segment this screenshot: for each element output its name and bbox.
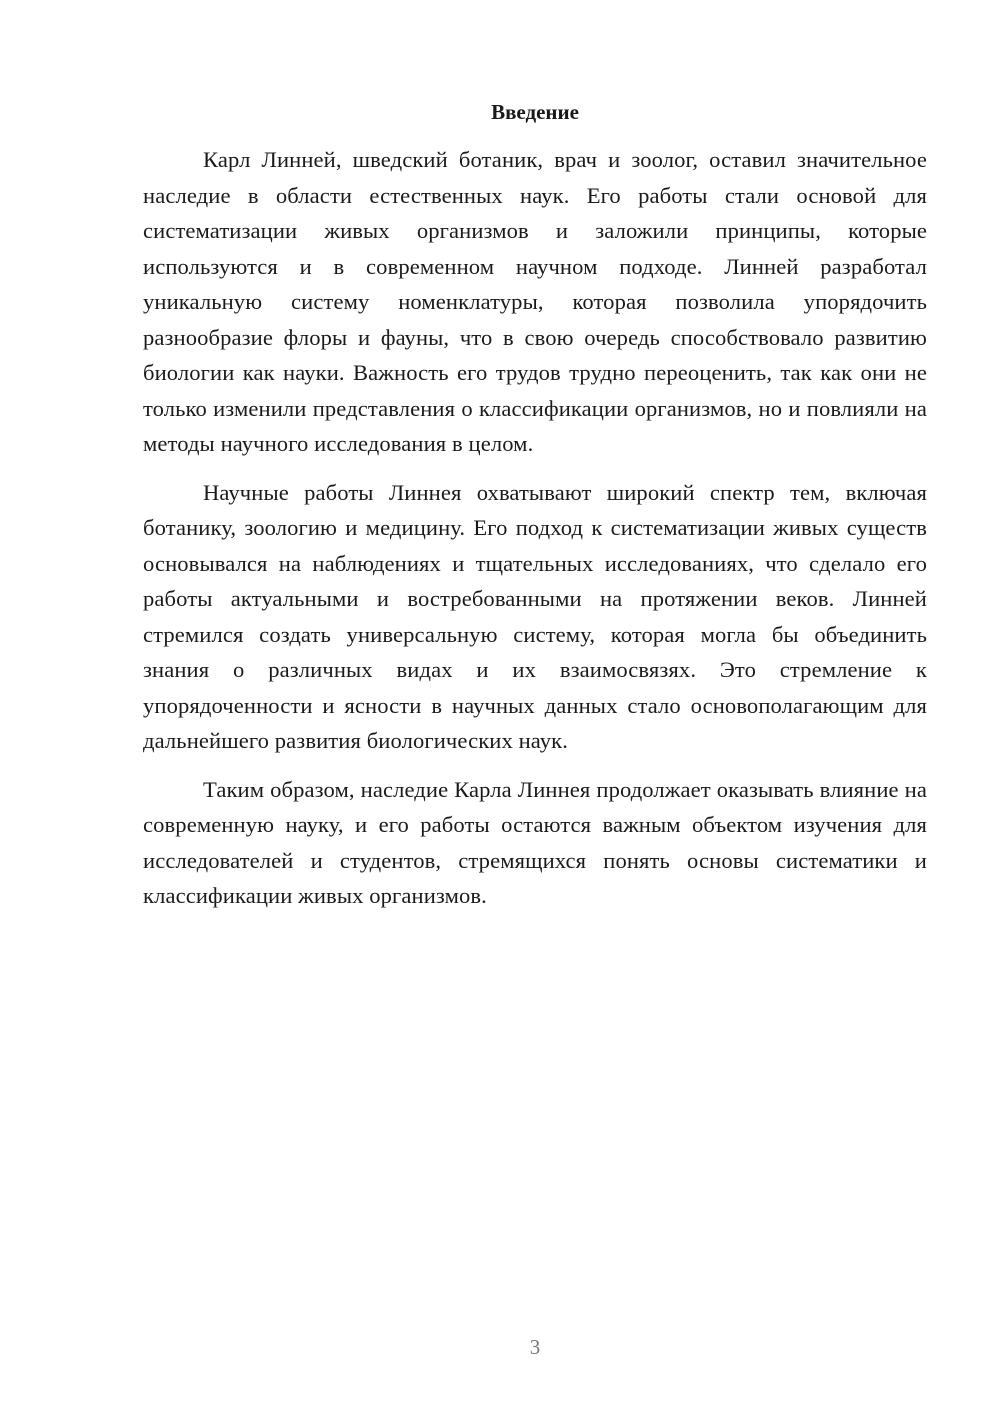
- section-title: Введение: [491, 100, 579, 124]
- paragraph-1: Карл Линней, шведский ботаник, врач и зоолог, оставил значительное наследие в области естественных наук. Его работы стали основой для систематизации живых организмов и заложили принципы, которые используются и в современном научном подходе. Линней разработал уникальную систему номенклатуры, которая позволила упорядочить разнообразие флоры и фауны, что в свою очередь способствовало развитию биологии как науки. Важность его трудов трудно переоценить, так как они не только изменили представления о классификации организмов, но и повлияли на методы научного исследования в целом.: [143, 147, 927, 456]
- paragraph-3: Таким образом, наследие Карла Линнея продолжает оказывать влияние на современную науку, и его работы остаются важным объектом изучения для исследователей и студентов, стремящихся понять основы систематики и классификации живых организмов.: [143, 776, 927, 908]
- paragraph-2: Научные работы Линнея охватывают широкий спектр тем, включая ботанику, зоологию и медицину. Его подход к систематизации живых существ основывался на наблюдениях и тщательных исследованиях, что сделало его работы актуальными и востребованными на протяжении веков. Линней стремился создать универсальную систему, которая могла бы объединить знания о различных видах и их взаимосвязях. Это стремление к упорядоченности и ясности в научных данных стало основополагающим для дальнейшего развития биологических наук.: [143, 479, 927, 753]
- body-text: [143, 142, 927, 927]
- page-number: 3: [529, 1335, 541, 1359]
